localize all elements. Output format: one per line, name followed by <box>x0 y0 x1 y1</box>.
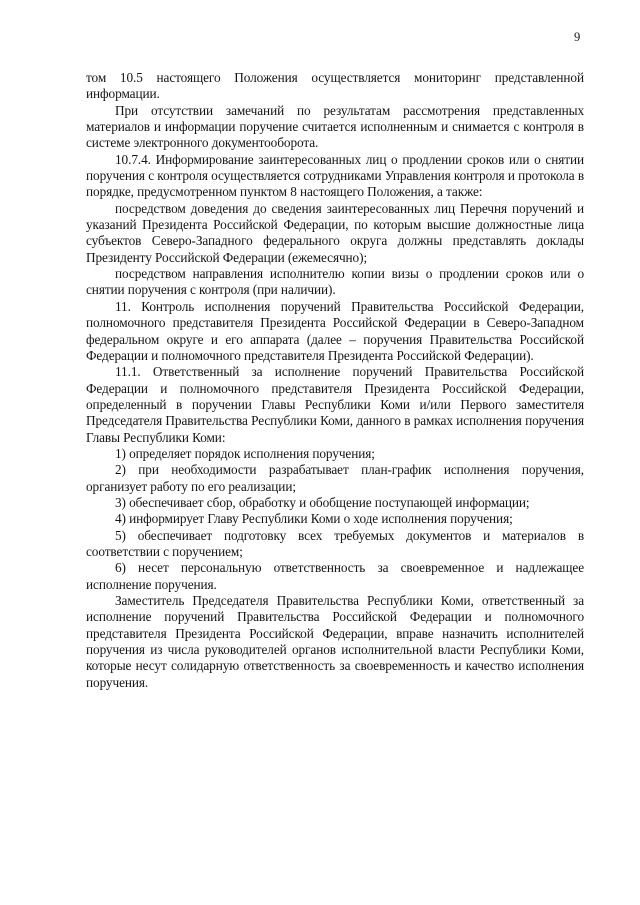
paragraph-visa-copy: посредством направления исполнителю копии визы о продлении сроков или о снятии поручения с контроля (при наличии). <box>86 266 584 298</box>
paragraph-continuation: том 10.5 настоящего Положения осуществляется мониторинг представленной информации. <box>86 70 584 102</box>
document-body <box>86 70 584 691</box>
paragraph-no-remarks: При отсутствии замечаний по результатам рассмотрения представленных материалов и информации поручение считается исполненным и снимается с контроля в системе электронного документооборота. <box>86 102 584 151</box>
paragraph-11-1: 11.1. Ответственный за исполнение поручений Правительства Российской Федерации и полномочного представителя Президента Российской Федерации, определенный в поручении Главы Республики Коми и/или Первого заместителя Председателя Правительства Республики Коми, данного в рамках исполнения поручения Главы Республики Коми: <box>86 364 584 445</box>
paragraph-list-delivery: посредством доведения до сведения заинтересованных лиц Перечня поручений и указаний Президента Российской Федерации, по которым высшие должностные лица субъектов Северо-Западного федерального округа должны представлять доклады Президенту Российской Федерации (ежемесячно); <box>86 200 584 265</box>
list-item-5: 5) обеспечивает подготовку всех требуемых документов и материалов в соответствии с поручением; <box>86 527 584 559</box>
paragraph-deputy-chairman: Заместитель Председателя Правительства Республики Коми, ответственный за исполнение поручений Правительства Российской Федерации и полномочного представителя Президента Российской Федерации, вправе назначить исполнителей поручения из числа руководителей органов исполнительной власти Республики Коми, которые несут солидарную ответственность за своевременность и качество исполнения поручения. <box>86 593 584 690</box>
list-item-4: 4) информирует Главу Республики Коми о ходе исполнения поручения; <box>115 511 513 527</box>
paragraph-10-7-4: 10.7.4. Информирование заинтересованных лиц о продлении сроков или о снятии поручения с контроля осуществляется сотрудниками Управления контроля и протокола в порядке, предусмотренном пунктом 8 настоящего Положения, а также: <box>86 151 584 200</box>
list-item-3: 3) обеспечивает сбор, обработку и обобщение поступающей информации; <box>115 494 530 510</box>
list-item-6: 6) несет персональную ответственность за своевременное и надлежащее исполнение поручения. <box>86 560 584 592</box>
paragraph-section-11: 11. Контроль исполнения поручений Правительства Российской Федерации, полномочного представителя Президента Российской Федерации в Северо-Западном федеральном округе и его аппарата (далее – поручения Правительства Российской Федерации и полномочного представителя Президента Российской Федерации). <box>86 298 584 363</box>
list-item-2: 2) при необходимости разрабатывает план-график исполнения поручения, организует работу по его реализации; <box>86 462 584 494</box>
list-item-1: 1) определяет порядок исполнения поручения; <box>115 445 375 461</box>
page-number: 9 <box>574 30 581 44</box>
